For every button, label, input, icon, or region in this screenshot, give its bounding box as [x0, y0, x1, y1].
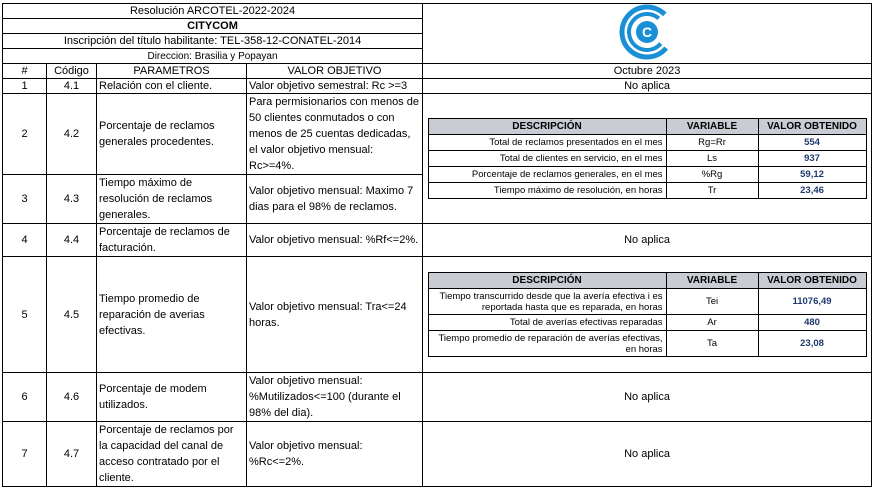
cell-variable: Tr — [666, 183, 758, 199]
claims-table — [428, 118, 867, 199]
row-num: 1 — [3, 79, 47, 94]
table-row — [428, 151, 866, 167]
header-description: DESCRIPCIÓN — [428, 119, 666, 135]
cell-value: 23,46 — [758, 183, 866, 199]
col-param: PARAMETROS — [97, 64, 247, 79]
row-code: 4.6 — [47, 373, 97, 422]
row-result: No aplica — [423, 422, 872, 487]
col-code: Código — [47, 64, 97, 79]
cell-value: 11076,49 — [758, 289, 866, 315]
svg-text:C: C — [641, 24, 653, 40]
cell-value: 59,12 — [758, 167, 866, 183]
cell-description: Total de reclamos presentados en el mes — [428, 135, 666, 151]
row-num: 7 — [3, 422, 47, 487]
row-target: Valor objetivo mensual: %Rc<=2%. — [247, 422, 423, 487]
row-code: 4.1 — [47, 79, 97, 94]
row-result: No aplica — [423, 79, 872, 94]
cell-description: Tiempo máximo de resolución, en horas — [428, 183, 666, 199]
cell-description: Total de averías efectivas reparadas — [428, 315, 666, 331]
row-target: Valor objetivo mensual: %Mutilizados<=100 (durante el 98% del dia). — [247, 373, 423, 422]
row-code: 4.5 — [47, 257, 97, 373]
direction-text: Direccion: Brasilia y Popayan — [3, 49, 423, 64]
logo-cell — [423, 4, 872, 64]
table-row — [3, 79, 872, 94]
table-row — [428, 135, 866, 151]
header-value: VALOR OBTENIDO — [758, 273, 866, 289]
row-param: Porcentaje de reclamos generales procedentes. — [97, 94, 247, 175]
citycom-logo-icon — [619, 4, 675, 60]
header-variable: VARIABLE — [666, 273, 758, 289]
cell-variable: Tei — [666, 289, 758, 315]
row-num: 6 — [3, 373, 47, 422]
col-period: Octubre 2023 — [423, 64, 872, 79]
table-row — [428, 315, 866, 331]
repairs-result-cell — [423, 257, 872, 373]
row-target: Valor objetivo mensual: Tra<=24 horas. — [247, 257, 423, 373]
table-row — [428, 183, 866, 199]
row-target: Valor objetivo mensual: %Rf<=2%. — [247, 224, 423, 257]
cell-description: Total de clientes en servicio, en el mes — [428, 151, 666, 167]
cell-variable: Ar — [666, 315, 758, 331]
row-code: 4.2 — [47, 94, 97, 175]
cell-description: Tiempo promedio de reparación de averías efectivas, en horas — [428, 331, 666, 357]
table-row — [428, 331, 866, 357]
row-result: No aplica — [423, 373, 872, 422]
row-num: 4 — [3, 224, 47, 257]
row-param: Porcentaje de modem utilizados. — [97, 373, 247, 422]
cell-description: Porcentaje de reclamos generales, en el mes — [428, 167, 666, 183]
table-row — [428, 289, 866, 315]
header-value: VALOR OBTENIDO — [758, 119, 866, 135]
row-target: Para permisionarios con menos de 50 clientes conmutados o con menos de 25 cuentas dedicadas, el valor objetivo mensual: Rc>=4%. — [247, 94, 423, 175]
table-row — [3, 422, 872, 487]
cell-variable: %Rg — [666, 167, 758, 183]
registration-text: Inscripción del título habilitante: TEL-358-12-CONATEL-2014 — [3, 34, 423, 49]
header-description: DESCRIPCIÓN — [428, 273, 666, 289]
row-param: Porcentaje de reclamos por la capacidad del canal de acceso contratado por el cliente. — [97, 422, 247, 487]
cell-value: 937 — [758, 151, 866, 167]
row-num: 2 — [3, 94, 47, 175]
cell-variable: Ls — [666, 151, 758, 167]
row-num: 3 — [3, 175, 47, 224]
cell-value: 480 — [758, 315, 866, 331]
header-variable: VARIABLE — [666, 119, 758, 135]
row-target: Valor objetivo mensual: Maximo 7 dias para el 98% de reclamos. — [247, 175, 423, 224]
quality-report-table — [2, 3, 872, 487]
col-target: VALOR OBJETIVO — [247, 64, 423, 79]
company-name: CITYCOM — [3, 19, 423, 34]
table-row — [428, 167, 866, 183]
cell-value: 554 — [758, 135, 866, 151]
table-row — [3, 224, 872, 257]
cell-description: Tiempo transcurrido desde que la avería efectiva i es reportada hasta que es reparada, en horas — [428, 289, 666, 315]
row-param: Tiempo promedio de reparación de averias efectivas. — [97, 257, 247, 373]
claims-result-cell — [423, 94, 872, 224]
row-target: Valor objetivo semestral: Rc >=3 — [247, 79, 423, 94]
cell-variable: Rg=Rr — [666, 135, 758, 151]
row-code: 4.7 — [47, 422, 97, 487]
row-param: Relación con el cliente. — [97, 79, 247, 94]
table-row — [3, 94, 872, 175]
resolution-title: Resolución ARCOTEL-2022-2024 — [3, 4, 423, 19]
row-param: Tiempo máximo de resolución de reclamos generales. — [97, 175, 247, 224]
cell-variable: Ta — [666, 331, 758, 357]
row-code: 4.3 — [47, 175, 97, 224]
table-row — [3, 257, 872, 373]
row-param: Porcentaje de reclamos de facturación. — [97, 224, 247, 257]
row-code: 4.4 — [47, 224, 97, 257]
table-row — [3, 373, 872, 422]
repairs-table — [428, 272, 867, 357]
row-num: 5 — [3, 257, 47, 373]
row-result: No aplica — [423, 224, 872, 257]
col-num: # — [3, 64, 47, 79]
cell-value: 23,08 — [758, 331, 866, 357]
